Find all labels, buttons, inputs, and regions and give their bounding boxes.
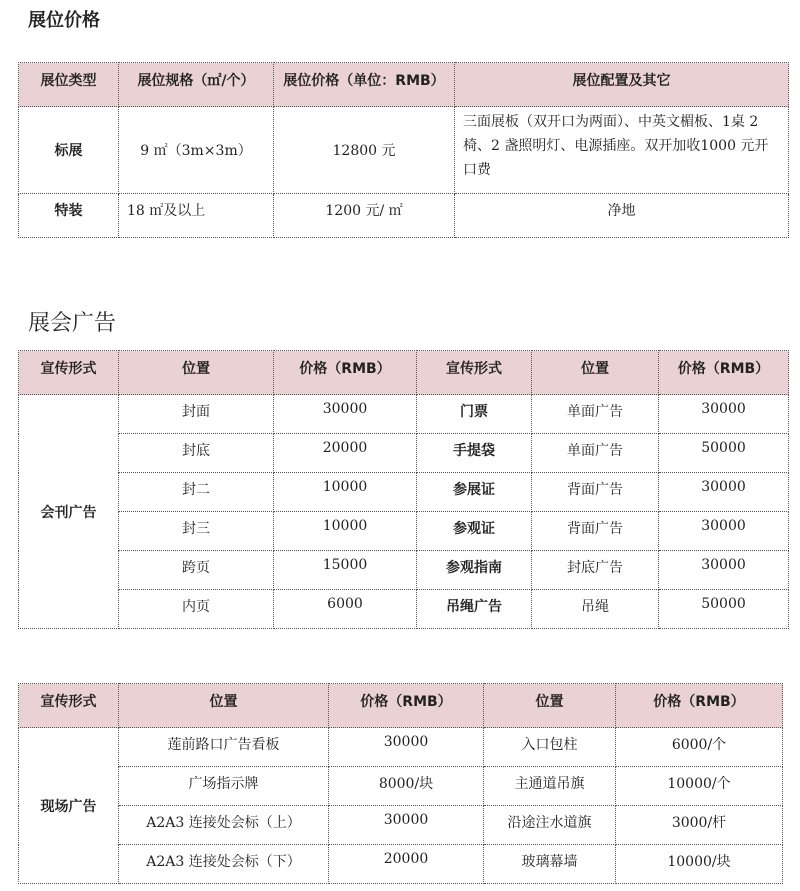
ad-position-2: 单面广告 [532,434,659,473]
ad-position: 封面 [119,395,274,434]
table-header-row [19,351,789,395]
ad-price: 20000 [274,434,417,473]
ad-price: 10000 [274,512,417,551]
header-price-2: 价格（RMB） [659,351,789,395]
ad-form-2: 吊绳广告 [417,590,532,629]
table-header-row [19,63,789,107]
ad-price: 30000 [274,395,417,434]
group-label-catalog-ads: 会刊广告 [19,395,119,629]
header-booth-spec: 展位规格（㎡/个） [119,63,274,107]
table-row [19,551,789,590]
ad-position-2: 入口包柱 [484,728,616,767]
ad-price-2: 30000 [659,551,789,590]
ad-form-2: 门票 [417,395,532,434]
group-label-onsite-ads: 现场广告 [19,728,119,884]
header-booth-type: 展位类型 [19,63,119,107]
ad-position: 莲前路口广告看板 [119,728,329,767]
header-position: 位置 [119,684,329,728]
header-price: 价格（RMB） [274,351,417,395]
header-price: 价格（RMB） [329,684,484,728]
ad-position-2: 背面广告 [532,512,659,551]
ad-price-2: 10000/块 [616,845,783,884]
table-row [19,728,783,767]
ad-position: A2A3 连接处会标（上） [119,806,329,845]
table-header-row [19,684,783,728]
ad-form-2: 参观证 [417,512,532,551]
ad-price-2: 30000 [659,473,789,512]
expo-ads-title: 展会广告 [28,311,117,336]
ad-position: 广场指示牌 [119,767,329,806]
booth-spec: 9 ㎡（3m×3m） [119,107,274,194]
ad-price: 10000 [274,473,417,512]
header-price-2: 价格（RMB） [616,684,783,728]
booth-type: 标展 [19,107,119,194]
expo-ads-table [18,350,789,629]
ad-price-2: 30000 [659,512,789,551]
header-position-2: 位置 [532,351,659,395]
ad-position-2: 封底广告 [532,551,659,590]
ad-position-2: 单面广告 [532,395,659,434]
ad-position: 内页 [119,590,274,629]
ad-price: 15000 [274,551,417,590]
booth-price: 1200 元/ ㎡ [274,194,455,238]
booth-spec: 18 ㎡及以上 [119,194,274,238]
ad-price-2: 3000/杆 [616,806,783,845]
table-row [19,473,789,512]
ad-position-2: 沿途注水道旗 [484,806,616,845]
ad-position-2: 背面广告 [532,473,659,512]
ad-position-2: 主通道吊旗 [484,767,616,806]
header-ad-form-2: 宣传形式 [417,351,532,395]
ad-price-2: 50000 [659,434,789,473]
booth-price: 12800 元 [274,107,455,194]
ad-position: 封二 [119,473,274,512]
table-row [19,512,789,551]
table-row [19,395,789,434]
header-booth-config: 展位配置及其它 [455,63,789,107]
booth-type: 特装 [19,194,119,238]
table-row [19,845,783,884]
ad-price-2: 10000/个 [616,767,783,806]
ad-position: A2A3 连接处会标（下） [119,845,329,884]
header-position: 位置 [119,351,274,395]
table-row [19,767,783,806]
ad-price-2: 6000/个 [616,728,783,767]
ad-price: 30000 [329,728,484,767]
table-row [19,107,789,194]
booth-config: 净地 [455,194,789,238]
table-row [19,590,789,629]
ad-price-2: 50000 [659,590,789,629]
ad-position: 跨页 [119,551,274,590]
booth-config: 三面展板（双开口为两面）、中英文楣板、1桌 2 椅、2 盏照明灯、电源插座。双开加收1000 元开口费 [455,107,789,194]
table-row [19,806,783,845]
header-ad-form: 宣传形式 [19,684,119,728]
ad-position: 封三 [119,512,274,551]
ad-price-2: 30000 [659,395,789,434]
ad-price: 8000/块 [329,767,484,806]
header-booth-price: 展位价格（单位：RMB） [274,63,455,107]
table-row [19,194,789,238]
ad-price: 20000 [329,845,484,884]
ad-price: 6000 [274,590,417,629]
header-position-2: 位置 [484,684,616,728]
booth-price-table [18,62,789,238]
ad-form-2: 参观指南 [417,551,532,590]
ad-form-2: 参展证 [417,473,532,512]
ad-position-2: 吊绳 [532,590,659,629]
table-row [19,434,789,473]
ad-form-2: 手提袋 [417,434,532,473]
booth-price-title: 展位价格 [28,10,100,31]
header-ad-form: 宣传形式 [19,351,119,395]
ad-position-2: 玻璃幕墙 [484,845,616,884]
ad-price: 30000 [329,806,484,845]
ad-position: 封底 [119,434,274,473]
onsite-ads-table [18,683,783,884]
